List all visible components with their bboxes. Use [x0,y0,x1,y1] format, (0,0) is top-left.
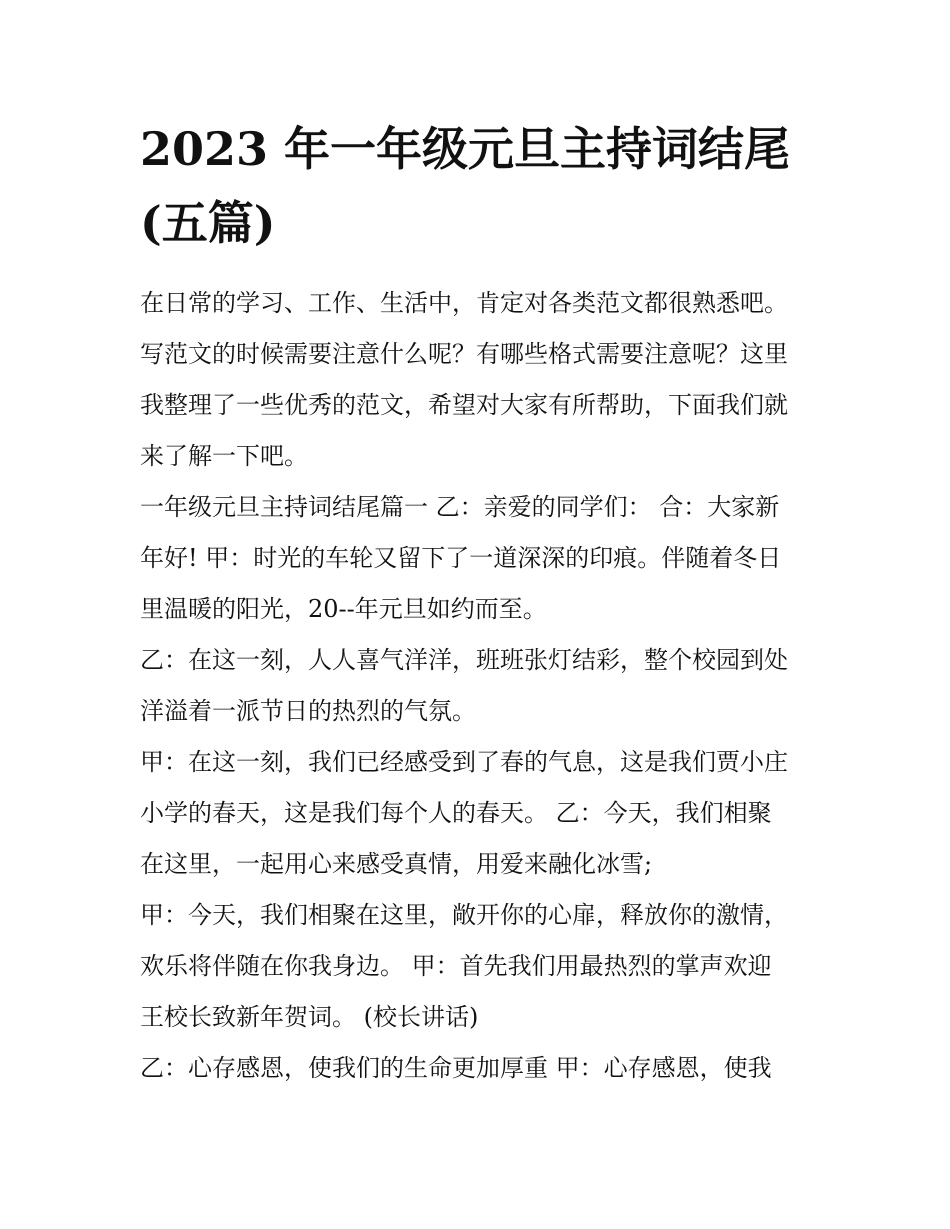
paragraph-4 [140,890,815,1043]
text-line: 一年级元旦主持词结尾篇一 乙：亲爱的同学们： 合：大家新 [140,493,780,521]
paragraph-1 [140,482,815,635]
text-line: 甲：今天，我们相聚在这里，敞开你的心扉，释放你的激情， [140,901,788,929]
paragraph-intro [140,278,815,482]
text-line: 来了解一下吧。 [140,442,308,470]
paragraph-5 [140,1043,815,1094]
document-content [140,112,815,1094]
text-line: 在这里，一起用心来感受真情，用爱来融化冰雪; [140,850,653,878]
text-line: 欢乐将伴随在你我身边。 甲：首先我们用最热烈的掌声欢迎 [140,952,772,980]
text-line: 乙：心存感恩，使我们的生命更加厚重 甲：心存感恩，使我 [140,1054,772,1082]
text-line: 乙：在这一刻，人人喜气洋洋，班班张灯结彩，整个校园到处 [140,646,788,674]
title-line-2: (五篇) [140,196,276,250]
text-line: 洋溢着一派节日的热烈的气氛。 [140,697,476,725]
text-line: 小学的春天，这是我们每个人的春天。 乙：今天，我们相聚 [140,799,772,827]
text-line: 在日常的学习、工作、生活中，肯定对各类范文都很熟悉吧。 [140,289,788,317]
title-line-1: 2023 年一年级元旦主持词结尾 [140,122,791,176]
text-line: 写范文的时候需要注意什么呢？有哪些格式需要注意呢？这里 [140,340,788,368]
text-line: 年好! 甲：时光的车轮又留下了一道深深的印痕。伴随着冬日 [140,544,782,572]
paragraph-2 [140,635,815,737]
text-line: 甲：在这一刻，我们已经感受到了春的气息，这是我们贾小庄 [140,748,788,776]
text-line: 我整理了一些优秀的范文，希望对大家有所帮助，下面我们就 [140,391,788,419]
paragraph-3 [140,737,815,890]
text-line: 王校长致新年贺词。 (校长讲话) [140,1003,479,1031]
text-line: 里温暖的阳光，20--年元旦如约而至。 [140,595,547,623]
document-title [140,112,815,260]
